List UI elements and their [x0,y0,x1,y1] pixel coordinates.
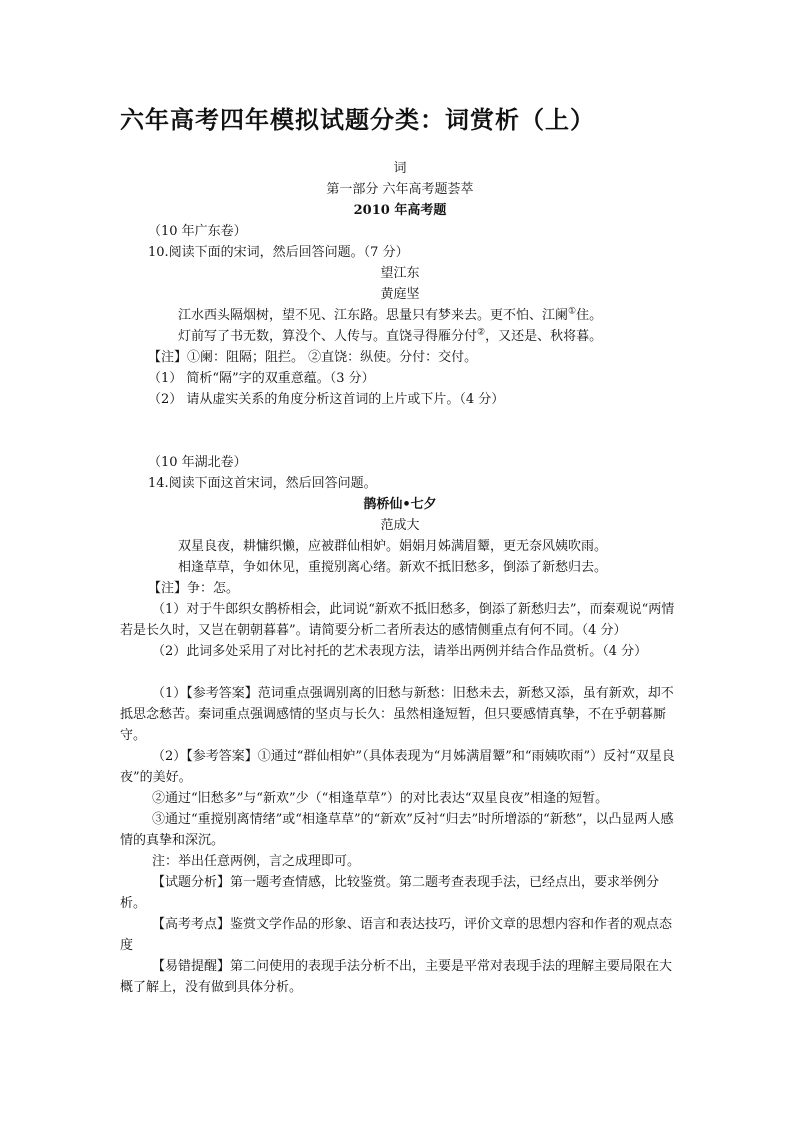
q1-poem-line-2-end: ，又还是、秋将暮。 [485,329,603,344]
exam-point-paragraph: 【高考考点】鉴赏文学作品的形象、语言和表达技巧，评价文章的思想内容和作者的观点态度 [120,917,673,953]
spacer [120,662,680,683]
q2-note: 【注】争：怎。 [148,581,240,596]
answer-2-point-3: ③通过“重搅别离情绪”或“相逢草草”的“新欢”反衬“归去”时所增添的“新愁”，以凸显两人感情的真挚和深沉。 [120,812,674,848]
analysis-paragraph: 【试题分析】第一题考查情感，比较鉴赏。第二题考查表现手法，已经点出，要求举例分析。 [120,875,660,911]
q2-poem-line-1: 双星良夜，耕慵织懒，应被群仙相妒。娟娟月姊满眉颦，更无奈风姨吹雨。 [178,539,608,554]
q1-note: 【注】①阑：阻隔；阻拦。 ②直饶：纵使。分付：交付。 [148,350,478,365]
q1-poem-line-2-text: 灯前写了书无数，算没个、人传与。直饶寻得雁分付 [178,329,478,344]
footnote-mark-2: ② [477,327,486,338]
answer-note: 注：举出任意两例，言之成理即可。 [152,854,361,869]
q2-poem-title: 鹊桥仙•七夕 [363,497,437,512]
answer-2: （2）【参考答案】①通过“群仙相妒”（具体表现为“月姊满眉颦”和“雨姨吹雨”）反衬“双星良夜”的美好。 [120,749,675,785]
q2-source: （10 年湖北卷） [148,455,247,470]
answer-2-point-2: ②通过“旧愁多”与“新欢”少（“相逢草草”）的对比表达“双星良夜”相逢的短暂。 [152,791,609,806]
q1-poem-line-1-end: 住。 [576,308,603,323]
document-body [120,158,680,998]
part-heading: 第一部分 六年高考题荟萃 [326,182,474,197]
answer-1: （1）【参考答案】范词重点强调别离的旧愁与新愁：旧愁未去，新愁又添，虽有新欢，却不抵思念愁苦。秦词重点强调感情的坚贞与长久：虽然相逢短暂，但只要感情真挚，不在乎朝暮厮守。 [120,686,674,743]
warning-paragraph: 【易错提醒】第二问使用的表现手法分析不出，主要是平常对表现手法的理解主要局限在大概了解上，没有做到具体分析。 [120,959,673,995]
q1-author: 黄庭坚 [380,287,420,302]
q1-subquestion-2: （2） 请从虚实关系的角度分析这首词的上片或下片。（4 分） [148,392,505,407]
section-label: 词 [393,161,407,176]
q2-poem-line-2: 相逢草草，争如休见，重搅别离心绪。新欢不抵旧愁多，倒添了新愁归去。 [178,560,608,575]
q1-subquestion-1: （1） 简析“隔”字的双重意蕴。（3 分） [148,371,375,386]
year-heading: 2010 年高考题 [353,203,447,218]
q2-subquestion-1: （1）对于牛郎织女鹊桥相会，此词说“新欢不抵旧愁多，倒添了新愁归去”，而秦观说“两情若是长久时，又岂在朝朝暮暮”。请简要分析二者所表达的感情侧重点有何不同。（4 分） [120,602,675,638]
q1-poem-line-1 [120,305,680,326]
q1-source: （10 年广东卷） [148,224,247,239]
q1-poem-line-1-text: 江水西头隔烟树，望不见、江东路。思量只有梦来去。更不怕、江阑 [178,308,569,323]
q1-poem-title: 望江东 [380,266,420,281]
footnote-mark-1: ① [568,306,577,317]
spacer [120,410,680,452]
q2-author: 范成大 [380,518,420,533]
q2-instruction: 14.阅读下面这首宋词，然后回答问题。 [148,476,377,491]
page-title: 六年高考四年模拟试题分类：词赏析（上） [120,105,595,134]
q1-poem-line-2 [120,326,680,347]
q1-instruction: 10.阅读下面的宋词，然后回答问题。（7 分） [148,245,409,260]
q2-subquestion-2: （2）此词多处采用了对比衬托的艺术表现方法，请举出两例并结合作品赏析。（4 分） [152,644,648,659]
